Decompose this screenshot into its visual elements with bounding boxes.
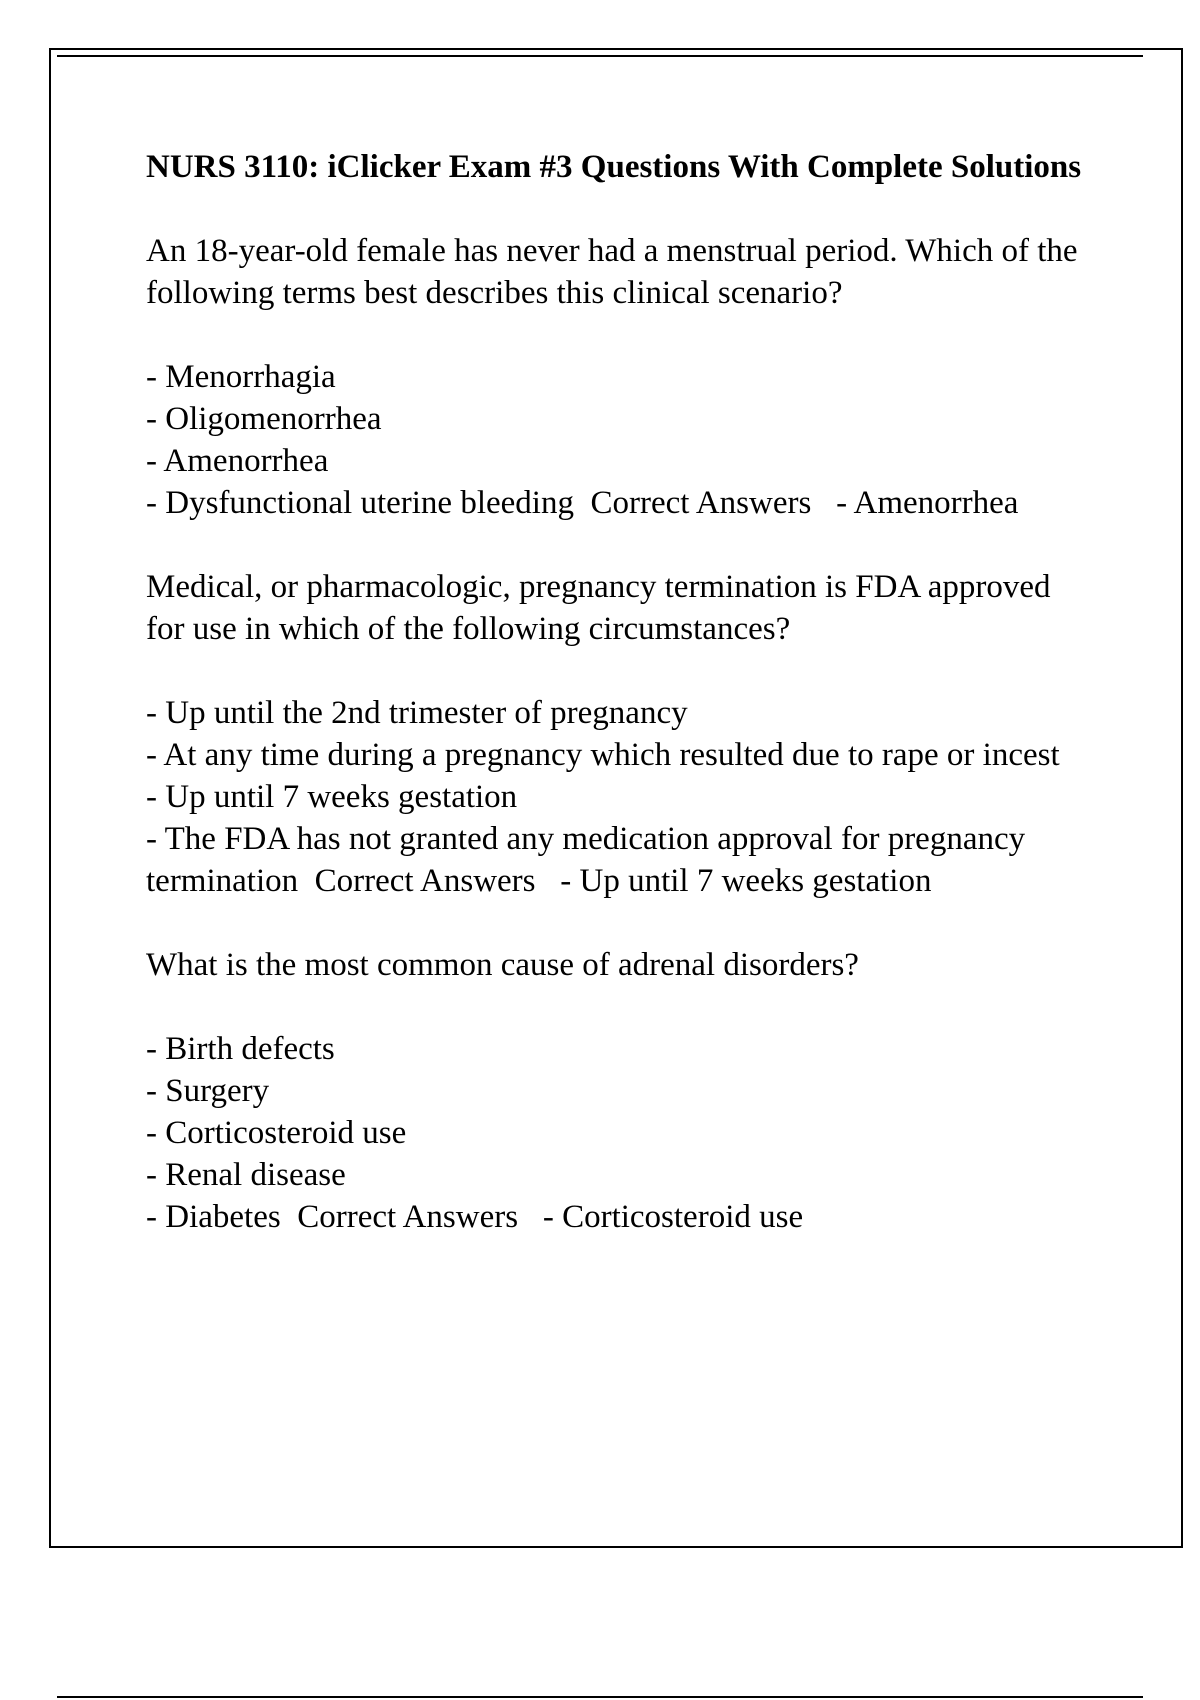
question-text: Medical, or pharmacologic, pregnancy termination is FDA approved for use in which of the following circumstances? xyxy=(146,569,1051,647)
bottom-rule xyxy=(57,1696,1143,1698)
option-item: - Corticosteroid use xyxy=(146,1115,407,1151)
option-item: - Renal disease xyxy=(146,1157,346,1193)
option-text: - The FDA has not granted any medication approval for pregnancy termination xyxy=(146,821,1026,899)
question-block-1 xyxy=(146,230,1096,524)
option-text: - Dysfunctional uterine bleeding xyxy=(146,485,574,521)
option-text: - Diabetes xyxy=(146,1199,281,1235)
correct-answer: - Amenorrhea xyxy=(836,485,1019,521)
option-item: - Amenorrhea xyxy=(146,443,329,479)
correct-answer: - Corticosteroid use xyxy=(542,1199,804,1235)
question-text: What is the most common cause of adrenal disorders? xyxy=(146,947,859,983)
option-item: - Up until 7 weeks gestation xyxy=(146,779,518,815)
answer-label: Correct Answers xyxy=(590,485,812,521)
option-item: - Menorrhagia xyxy=(146,359,336,395)
option-item-with-answer xyxy=(146,482,1096,524)
option-item: - Surgery xyxy=(146,1073,270,1109)
options-list xyxy=(146,692,1096,902)
option-item: - Oligomenorrhea xyxy=(146,401,382,437)
option-item-with-answer xyxy=(146,818,1096,902)
options-list xyxy=(146,356,1096,524)
options-list xyxy=(146,1028,1096,1238)
document-title: NURS 3110: iClicker Exam #3 Questions With Complete Solutions xyxy=(146,149,1082,185)
answer-label: Correct Answers xyxy=(297,1199,519,1235)
question-block-2 xyxy=(146,566,1096,902)
correct-answer: - Up until 7 weeks gestation xyxy=(560,863,932,899)
option-item: - Up until the 2nd trimester of pregnancy xyxy=(146,695,688,731)
question-text: An 18-year-old female has never had a menstrual period. Which of the following terms best describes this clinical scenario? xyxy=(146,233,1078,311)
answer-label: Correct Answers xyxy=(314,863,536,899)
option-item: - At any time during a pregnancy which resulted due to rape or incest xyxy=(146,737,1060,773)
option-item: - Birth defects xyxy=(146,1031,335,1067)
document-body xyxy=(146,146,1096,1280)
option-item-with-answer xyxy=(146,1196,1096,1238)
question-block-3 xyxy=(146,944,1096,1238)
